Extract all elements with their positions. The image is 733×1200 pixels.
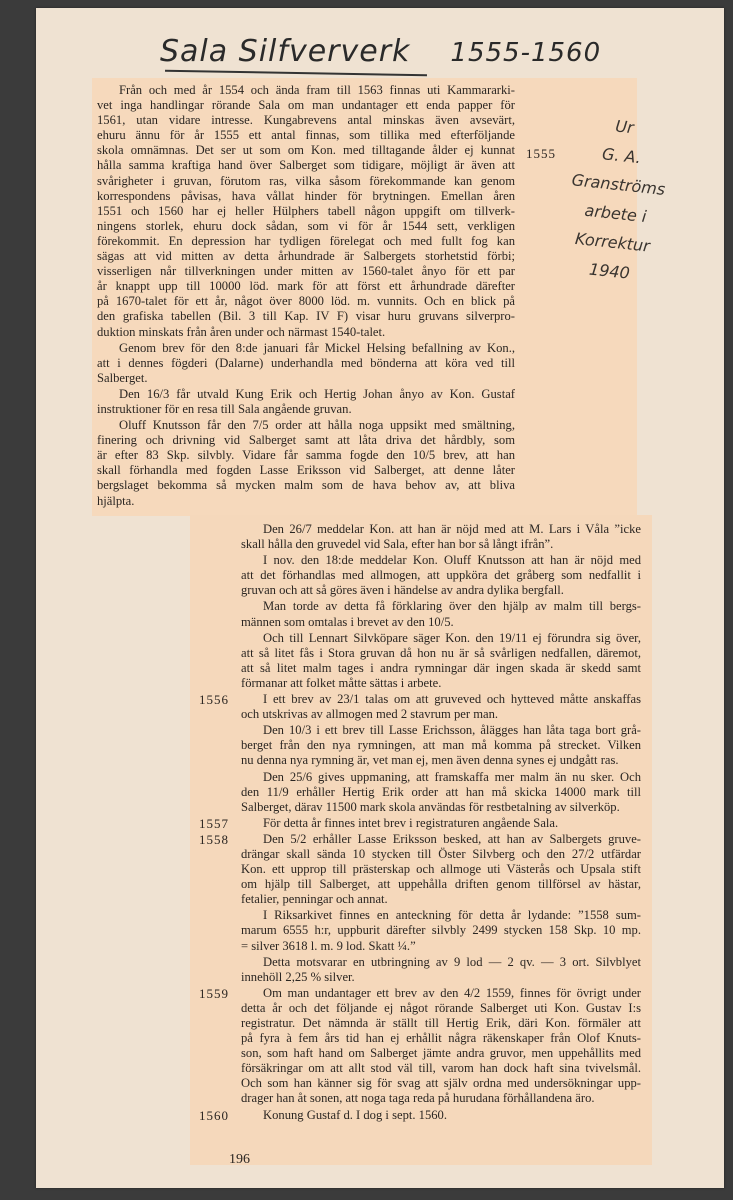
text-line: finering och drivning vid Salberget samt att låta driva det hårdbly, som [97,433,515,448]
text-line: korrespondens påvisas, hava vållat hinder för brytningen. Emellan åren [97,188,515,203]
handwritten-title [160,34,601,69]
text-line: I Riksarkivet finnes en anteckning för detta år lydande: ”1558 sum- [263,908,641,923]
paragraph [199,1107,641,1123]
paragraph [241,955,641,985]
text-line: hjälpta. [97,493,135,508]
text-line: Man torde av detta få förklaring över den hjälp av malm till bergs- [263,599,641,614]
paragraph [199,831,641,907]
text-line: Salberget, därav 11500 mark skola användas för restbetalning av silverköp. [241,799,620,814]
title-text: Sala Silfververk [160,34,411,69]
text-line: bergslaget bekomma så mycken malm som de hava behov av, att bliva [97,478,515,493]
text-line: Kon. ett upprop till prästerskap och allmoge uti Västerås och Upsala stift [241,862,641,877]
text-line: visserligen når tillverkningen under mitten av 1560-talet ånyo för ett par [97,264,515,279]
text-line: den grafiska tabellen (Bil. 3 till Kap. IV F) visar huru gruvans silverpro- [97,309,515,324]
text-line: 1561, utan vidare intresse. Kungabrevens antal minskas även avsevärt, [97,113,515,128]
note-line: Ur [614,116,635,138]
paragraph [97,341,515,386]
margin-year: 1557 [199,815,229,831]
paragraph [241,723,641,768]
text-line: ehuru ännu för år 1555 ett antal finnas, som tillika med efterföljande [97,128,515,143]
text-line: den 11/9 erhåller Hertig Erik order att han må skicka 14000 mark till [241,784,641,799]
note-line: arbete i [583,200,648,227]
text-line: förekommit. En depression har tydligen förelegat och med fullt fog kan [97,233,515,248]
text-line: skall hålla den gruvedel vid Sala, efter han bor så långt ifrån”. [241,537,554,552]
text-line: gruvan och att så göres även i händelse av andra dylika bergfall. [241,583,564,598]
text-line: Den 10/3 i ett brev till Lasse Erichsson, åläggеs han låta taga bort grå- [263,723,641,738]
paragraph [241,599,641,629]
text-line: Den 26/7 meddelar Kon. att han är nöjd med att M. Lars i Våla ”icke [263,522,641,536]
text-line: Om man undantager ett brev av den 4/2 1559, finnes för övrigt under [263,985,641,1000]
text-line: fetalier, penningar och annat. [241,892,388,907]
title-years: 1555-1560 [450,38,602,68]
text-line: Den 25/6 gives uppmaning, att framskaffa mer malm än nu sker. Och [263,769,641,784]
text-line: son, som haft hand om Salberget jämte andra gruvor, men uppehållits med [241,1046,641,1061]
paragraph [241,770,641,815]
text-block-2 [199,522,641,1124]
text-line: år knappt upp till 10000 löd. mark för att först ett århundrade därefter [97,279,515,294]
handwritten-margin-note [553,107,681,292]
note-line: 1940 [588,259,631,283]
note-line: Korrektur [574,228,651,256]
text-line: och utskrivas av allmogen med 2 stavrum per man. [241,707,499,722]
margin-year: 1559 [199,985,229,1001]
text-line: innehöll 2,25 % silver. [241,969,355,984]
text-line: om hjälp till Salberget, att uppehålla driften genom tillförsel av hästar, [241,877,641,892]
paragraph [241,553,641,598]
text-line: skall förhandla med fogden Lasse Eriksson vid Salberget, att denne låter [97,463,515,478]
text-line: att så litet fås i Stora gruvan då hon nu är så svårligen nedfallen, däremot, [241,645,641,660]
text-line: att i dennes fögderi (Dalarne) underhandla med bönderna att köra ved till [97,355,515,370]
text-line: marum 6555 h:r, uppburit därefter silvbly 2499 stycken 158 Skp. 10 mp. [241,923,641,938]
paragraph [199,692,641,722]
text-line: försäkringar om att allt stod väl till, varom han dock haft sina tvivelsmål. [241,1061,641,1076]
text-line: ningens storlek, ehuru dock sådan, som vi för år 1544 sett, verkligen [97,218,515,233]
text-line: instruktioner för en resa till Sala angående gruvan. [97,401,352,416]
text-line: drager han åt sonen, att noga taga reda på hurudana förhållandena äro. [241,1091,595,1106]
margin-year: 1560 [199,1107,229,1123]
text-line: männen som omtalas i brevet av den 10/5. [241,614,454,629]
text-line: svårigheter i gruvan, förutom ras, vilka såsom förekommande kan genom [97,173,515,188]
text-line: = silver 3618 l. m. 9 lod. Skatt ¼.” [241,938,416,953]
paragraph [97,418,515,509]
page-number: 196 [229,1152,250,1167]
text-line: förmanar att folket måtte sättas i arbete. [241,675,442,690]
text-line: Den 5/2 erhåller Lasse Eriksson besked, att han av Salbergets gruve- [263,831,641,846]
text-line: registratur. Det nämnda är ställt till Hertig Erik, däri Kon. förmäler att [241,1016,641,1030]
text-line: För detta år finnes intet brev i registraturen angående Sala. [263,815,559,830]
note-line: Granströms [570,170,667,199]
text-line: I nov. den 18:de meddelar Kon. Oluff Knutsson att han är nöjd med [263,553,641,568]
text-line: vet inga handlingar rörande Sala om man undantager ett enda papper för [97,98,515,113]
text-line: sägas att vid mitten av detta århundrade är Salbergets storhetstid förbi; [97,249,515,264]
paragraph [199,985,641,1107]
text-line: Den 16/3 får utvald Kung Erik och Hertig Johan ånyo av Kon. Gustaf [119,386,515,401]
text-line: på fyra à fem års tid han ej erhållit några räkenskaper från Olof Knuts- [241,1031,641,1046]
text-line: Och till Lennart Silvköpare säger Kon. den 19/11 ej förundra sig över, [263,630,641,645]
text-line: duktion minskats från åren under och närmast 1540-talet. [97,324,386,339]
note-line: G. A. [601,144,642,168]
text-line: att så litet malm tages i andra rymningar där ingen skada är skedd samt [241,660,641,675]
text-line: nu denna nya rymning är, vet man ej, men även denna synes ej undgått ras. [241,753,619,768]
text-line: Genom brev för den 8:de januari får Mickel Helsing befallning av Kon., [119,340,515,355]
text-line: I ett brev av 23/1 talas om att gruveved och hytteved måtte anskaffas [263,692,641,707]
paragraph [241,631,641,691]
paragraph [199,815,641,831]
text-line: Detta motsvarar en utbringning av 9 lod — 2 qv. — 3 ort. Silvblyet [263,954,641,969]
text-line: detta år och det följande ej något rörande Salberget uti Kon. Gustav I:s [241,1000,641,1015]
paragraph [97,83,515,340]
text-line: Salberget. [97,370,148,385]
text-line: Oluff Knutsson får den 7/5 order att hålla noga uppsikt med smältning, [119,418,515,433]
text-line: Konung Gustaf d. I dog i sept. 1560. [263,1107,447,1122]
text-line: skola omnämnas. Det ser ut som om Kon. med tilltagande ålder ej kunnat [97,143,515,158]
margin-year: 1558 [199,831,229,847]
text-line: Från och med år 1554 och ända fram till 1563 finnas uti Kammararki- [119,83,515,97]
text-line: berget från den nya rymningen, att man må komma på strecket. Vilken [241,738,641,753]
paragraph [241,522,641,552]
margin-year: 1556 [199,692,229,708]
text-line: drängar skall sända 10 stycken till Öster Silvberg och den 27/2 utfärdar [241,846,641,861]
text-line: på 1670-talet för ett år, något över 8000 löd. m. vunnits. Och en blick på [97,294,515,309]
text-line: att det förhandlas med allmogen, att uppköra det gråberg som nedfallit i [241,568,641,583]
paragraph [97,387,515,417]
text-line: Och som han känner sig för svag att själv ordna med undersökningar upp- [241,1076,641,1091]
margin-year: 1555 [526,146,556,161]
text-line: hålla samma kraftiga hand över Salberget som tidigare, möjligt är även att [97,158,515,173]
text-line: 1551 och 1560 har ej heller Hülphers tabell någon uppgift om tillverk- [97,203,515,218]
text-line: är efter 83 Skp. silvbly. Vidare får samma fogde den 10/5 brev, att han [97,448,515,463]
paragraph [241,908,641,953]
text-block-1 [97,83,515,510]
